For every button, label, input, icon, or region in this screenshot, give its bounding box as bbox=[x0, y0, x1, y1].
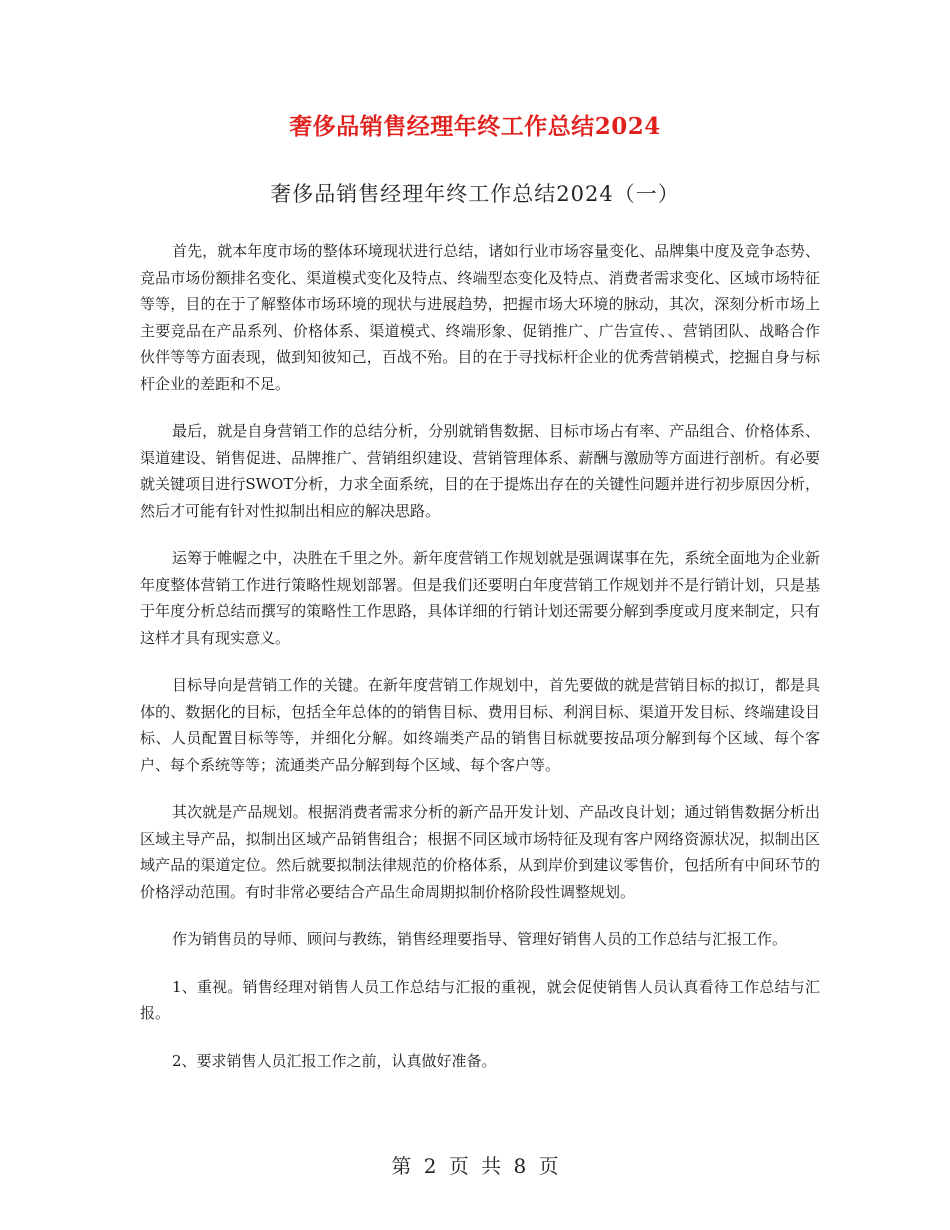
paragraph: 其次就是产品规划。根据消费者需求分析的新产品开发计划、产品改良计划；通过销售数据分析出区域主导产品，拟制出区域产品销售组合；根据不同区域市场特征及现有客户网络资源状况，拟制出区域产品的渠道定位。然后就要拟制法律规范的价格体系，从到岸价到建议零售价，包括所有中间环节的价格浮动范围。有时非常必要结合产品生命周期拟制价格阶段性调整规划。 bbox=[140, 803, 820, 901]
paragraph: 最后，就是自身营销工作的总结分析，分别就销售数据、目标市场占有率、产品组合、价格体系、渠道建设、销售促进、品牌推广、营销组织建设、营销管理体系、薪酬与激励等方面进行剖析。有必要就关键项目进行SWOT分析，力求全面系统，目的在于提炼出存在的关键性问题并进行初步原因分析，然后才可能有针对性拟制出相应的解决思路。 bbox=[140, 422, 820, 520]
paragraph: 作为销售员的导师、顾问与教练，销售经理要指导、管理好销售人员的工作总结与汇报工作。 bbox=[172, 930, 788, 948]
document-body bbox=[140, 238, 820, 1095]
page-number-footer: 第 2 页 共 8 页 bbox=[391, 1154, 559, 1178]
list-item: 1、重视。销售经理对销售人员工作总结与汇报的重视，就会促使销售人员认真看待工作总结与汇报。 bbox=[140, 977, 820, 1022]
paragraph: 运筹于帷幄之中，决胜在千里之外。新年度营销工作规划就是强调谋事在先，系统全面地为企业新年度整体营销工作进行策略性规划部署。但是我们还要明白年度营销工作规划并不是行销计划，只是基于年度分析总结而撰写的策略性工作思路，具体详细的行销计划还需要分解到季度或月度来制定，只有这样才具有现实意义。 bbox=[140, 549, 820, 647]
section-title: 奢侈品销售经理年终工作总结2024（一） bbox=[270, 182, 680, 206]
document-title: 奢侈品销售经理年终工作总结2024 bbox=[289, 113, 661, 140]
paragraph: 目标导向是营销工作的关键。在新年度营销工作规划中，首先要做的就是营销目标的拟订，都是具体的、数据化的目标，包括全年总体的的销售目标、费用目标、利润目标、渠道开发目标、终端建设目标、人员配置目标等等，并细化分解。如终端类产品的销售目标就要按品项分解到每个区域、每个客户、每个系统等等；流通类产品分解到每个区域、每个客户等。 bbox=[140, 676, 820, 774]
list-item: 2、要求销售人员汇报工作之前，认真做好准备。 bbox=[172, 1051, 497, 1070]
paragraph: 首先，就本年度市场的整体环境现状进行总结，诸如行业市场容量变化、品牌集中度及竞争态势、竞品市场份额排名变化、渠道模式变化及特点、终端型态变化及特点、消费者需求变化、区域市场特征等等，目的在于了解整体市场环境的现状与进展趋势，把握市场大环境的脉动，其次，深刻分析市场上主要竞品在产品系列、价格体系、渠道模式、终端形象、促销推广、广告宣传、、营销团队、战略合作伙伴等等方面表现，做到知彼知己，百战不殆。目的在于寻找标杆企业的优秀营销模式，挖掘自身与标杆企业的差距和不足。 bbox=[140, 242, 820, 393]
